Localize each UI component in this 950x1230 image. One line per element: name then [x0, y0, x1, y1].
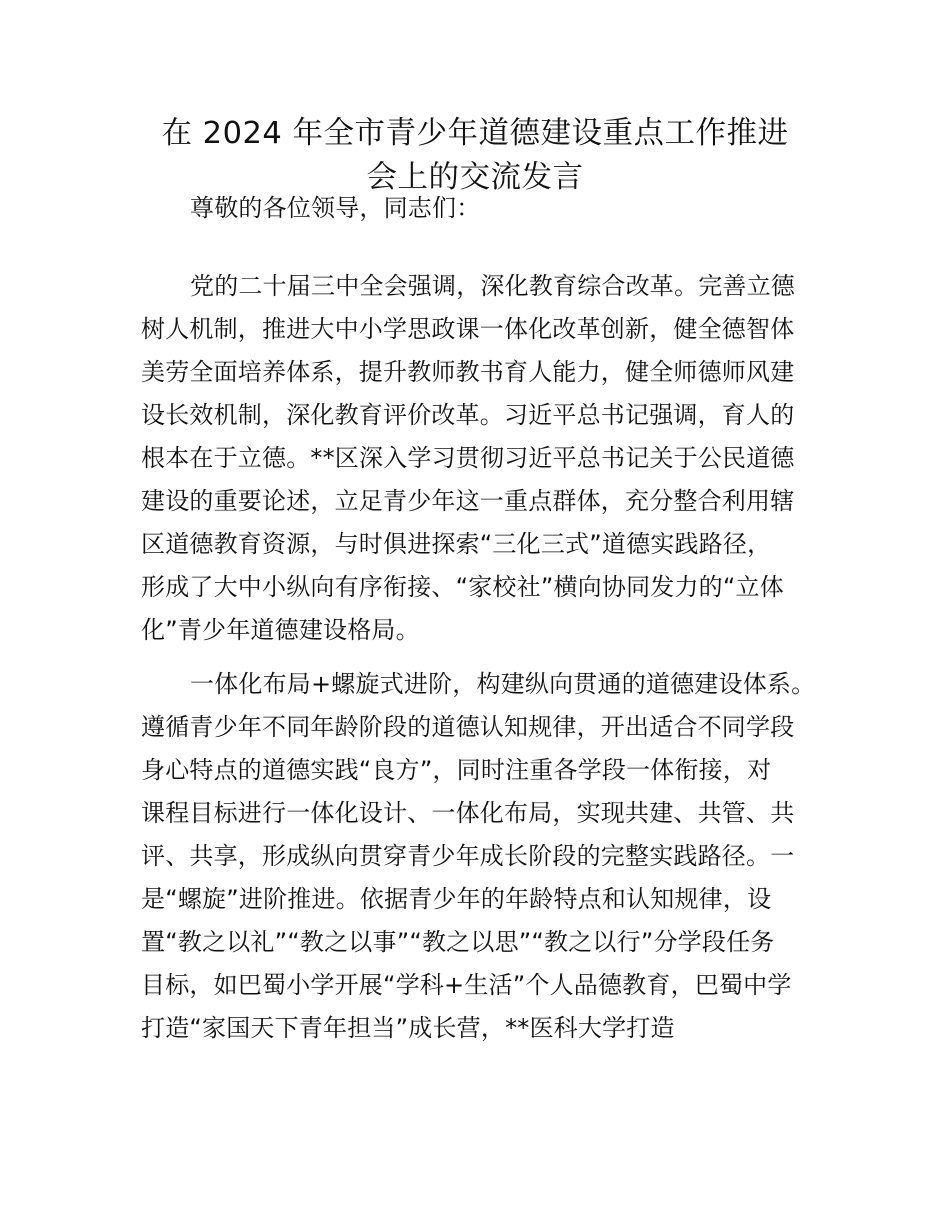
paragraph-2-line-1: 一体化布局+螺旋式进阶，构建纵向贯通的道德建设体系。 — [190, 670, 816, 698]
document-title-line-1: 在 2024 年全市青少年道德建设重点工作推进 — [161, 116, 789, 151]
paragraph-2-line-9: 打造“家国天下青年担当”成长营，**医科大学打造 — [141, 1014, 675, 1042]
document-title-line-2: 会上的交流发言 — [366, 160, 584, 195]
paragraph-1-line-4: 设长效机制，深化教育评价改革。习近平总书记强调，育人的 — [141, 401, 795, 429]
salutation: 尊敬的各位领导，同志们： — [190, 194, 481, 222]
paragraph-1-line-3: 美劳全面培养体系，提升教师教书育人能力，健全师德师风建 — [141, 358, 795, 386]
paragraph-1-line-8: 形成了大中小纵向有序衔接、“家校社”横向协同发力的“立体 — [141, 573, 784, 601]
paragraph-2-line-8: 目标，如巴蜀小学开展“学科+生活”个人品德教育，巴蜀中学 — [141, 971, 792, 999]
paragraph-1-line-6: 建设的重要论述，立足青少年这一重点群体，充分整合利用辖 — [141, 487, 795, 515]
paragraph-1-line-1: 党的二十届三中全会强调，深化教育综合改革。完善立德 — [190, 272, 795, 300]
paragraph-1-line-9: 化”青少年道德建设格局。 — [141, 616, 420, 644]
paragraph-2-line-6: 是“螺旋”进阶推进。依据青少年的年龄特点和认知规律，设 — [141, 885, 772, 913]
paragraph-2-line-2: 遵循青少年不同年龄阶段的道德认知规律，开出适合不同学段 — [141, 713, 795, 741]
paragraph-1-line-7: 区道德教育资源，与时俱进探索“三化三式”道德实践路径， — [141, 530, 772, 558]
paragraph-2-line-3: 身心特点的道德实践“良方”，同时注重各学段一体衔接，对 — [141, 756, 772, 784]
paragraph-2-line-5: 评、共享，形成纵向贯穿青少年成长阶段的完整实践路径。一 — [141, 842, 795, 870]
paragraph-2-line-7: 置“教之以礼”“教之以事”“教之以思”“教之以行”分学段任务 — [141, 928, 775, 956]
paragraph-1-line-5: 根本在于立德。**区深入学习贯彻习近平总书记关于公民道德 — [141, 444, 795, 472]
paragraph-1-line-2: 树人机制，推进大中小学思政课一体化改革创新，健全德智体 — [141, 315, 795, 343]
paragraph-2-line-4: 课程目标进行一体化设计、一体化布局，实现共建、共管、共 — [141, 799, 795, 827]
